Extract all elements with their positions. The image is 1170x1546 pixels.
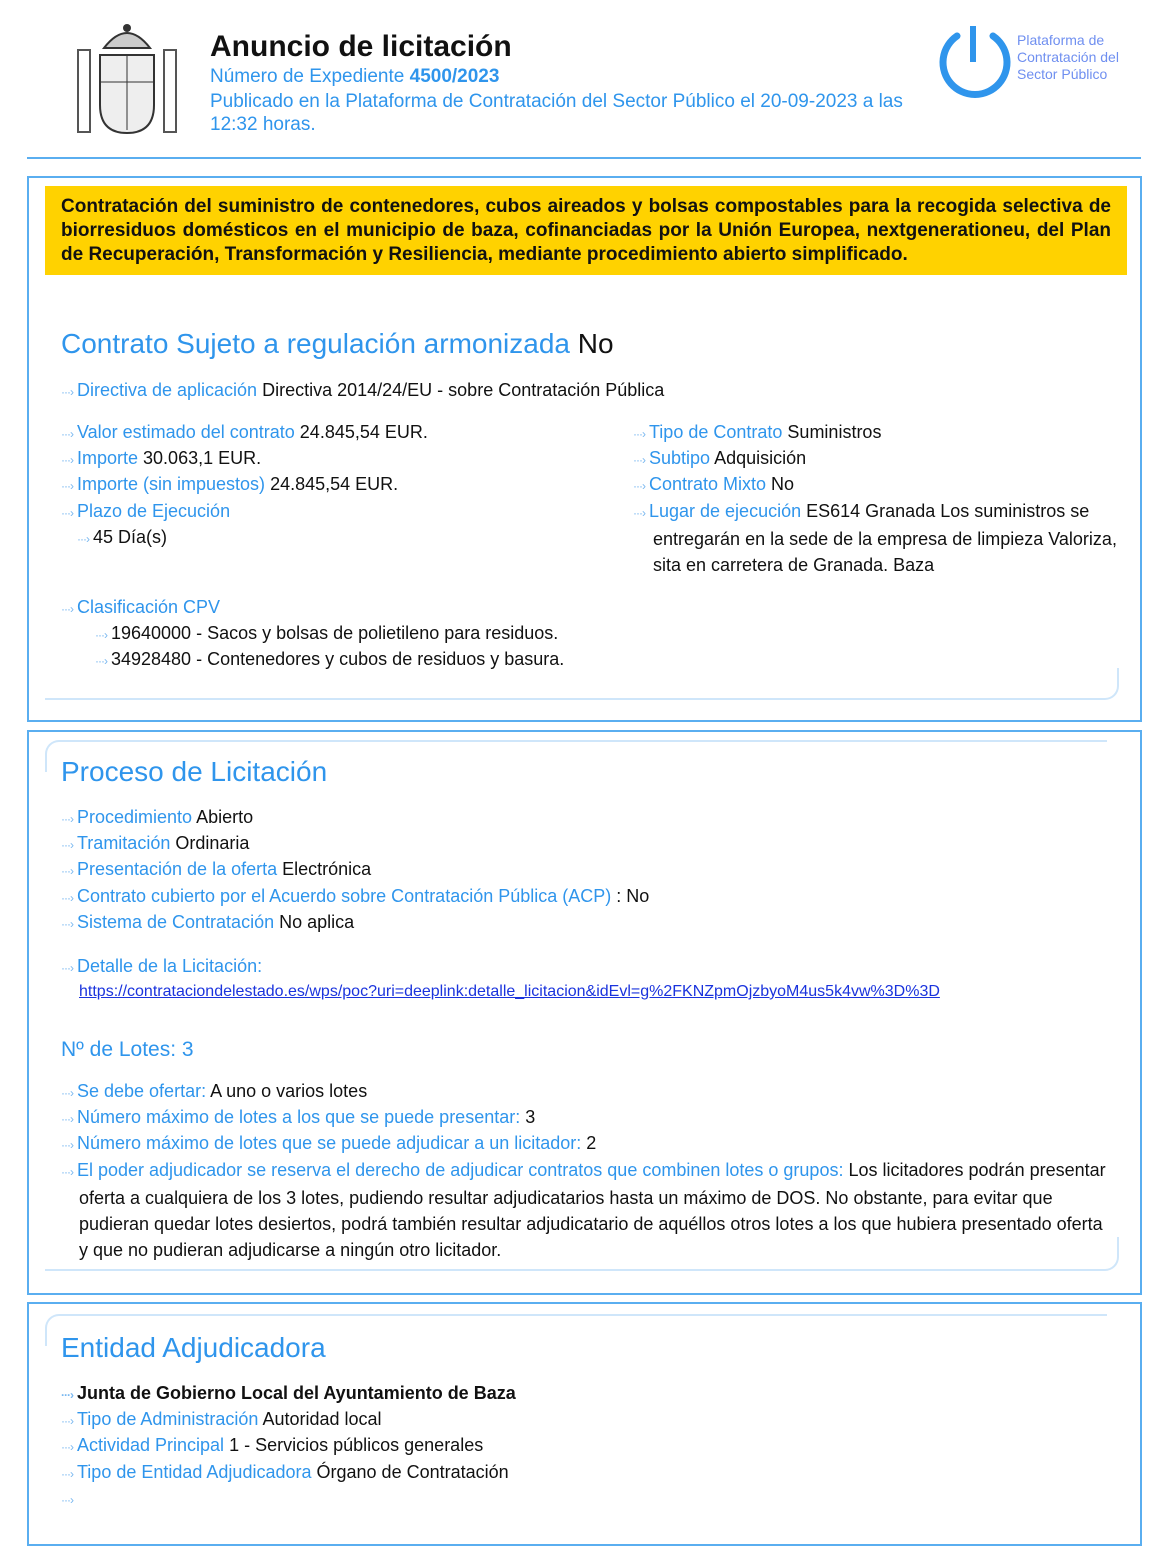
lugar-row: ···› Lugar de ejecución ES614 Granada Los suministros se entregarán en la sede de la empresa de limpieza Valoriza, sita en carretera de Granada. Baza xyxy=(633,501,1117,575)
sistema-row: ···› Sistema de Contratación No aplica xyxy=(61,912,355,932)
cpv-item: ···› 34928480 - Contenedores y cubos de residuos y basura. xyxy=(95,649,565,669)
mixto-row: ···› Contrato Mixto No xyxy=(633,474,795,494)
max-presentar-row: ···› Número máximo de lotes a los que se puede presentar: 3 xyxy=(61,1107,536,1127)
subtipo-row: ···› Subtipo Adquisición xyxy=(633,448,807,468)
importe-sin-row: ···› Importe (sin impuestos) 24.845,54 EUR. xyxy=(61,474,399,494)
tipo-admin-row: ···› Tipo de Administración Autoridad local xyxy=(61,1409,382,1429)
actividad-row: ···› Actividad Principal 1 - Servicios públicos generales xyxy=(61,1435,484,1455)
arrow-bullet: ···› xyxy=(61,1493,73,1507)
platform-logo-text: Plataforma de Contratación del Sector Público xyxy=(1017,32,1119,82)
header xyxy=(0,0,1170,160)
acp-row: ···› Contrato cubierto por el Acuerdo sobre Contratación Pública (ACP) : No xyxy=(61,886,650,906)
decorative-curve xyxy=(45,1237,1119,1271)
reserva-row: ···› El poder adjudicador se reserva el derecho de adjudicar contratos que combinen lotes o grupos: Los licitadores podrán presentar oferta a cualquiera de los 3 lotes, pudiendo resultar adjudicatarios hasta un máximo de DOS. No obstante, para evitar que pudieran quedar lotes desiertos, podrá también resultar adjudicatario de aquéllos otros lotes a los que hubiera presentado oferta y que no pudieran adjudicarse a ningún otro licitador. xyxy=(61,1160,1106,1260)
section-heading: Entidad Adjudicadora xyxy=(61,1332,326,1363)
decorative-curve xyxy=(45,668,1119,700)
valor-row: ···› Valor estimado del contrato 24.845,54 EUR. xyxy=(61,422,428,442)
procedimiento-row: ···› Procedimiento Abierto xyxy=(61,807,254,827)
tipo-row: ···› Tipo de Contrato Suministros xyxy=(633,422,882,442)
coat-of-arms-logo xyxy=(72,20,182,138)
entidad-name: ···› Junta de Gobierno Local del Ayuntamiento de Baza xyxy=(61,1383,516,1403)
contract-section xyxy=(27,176,1142,722)
proceso-section xyxy=(27,730,1142,1295)
lotes-heading: Nº de Lotes: 3 xyxy=(61,1038,194,1061)
tipo-entidad-row: ···› Tipo de Entidad Adjudicadora Órgano de Contratación xyxy=(61,1462,509,1482)
cpv-item: ···› 19640000 - Sacos y bolsas de polietileno para residuos. xyxy=(95,623,559,643)
section-heading: Contrato Sujeto a regulación armonizada No xyxy=(61,328,614,359)
detalle-row: ···› Detalle de la Licitación: xyxy=(61,956,263,976)
tramitacion-row: ···› Tramitación Ordinaria xyxy=(61,833,250,853)
power-icon xyxy=(935,22,1015,104)
contract-summary: Contratación del suministro de contenedores, cubos aireados y bolsas compostables para la recogida selectiva de biorresiduos domésticos en el municipio de baza, cofinanciadas por la Unión Europea, nextgenerationeu, del Plan de Recuperación, Transformación y Resiliencia, mediante procedimiento abierto simplificado. xyxy=(45,186,1127,275)
max-adjudicar-row: ···› Número máximo de lotes que se puede adjudicar a un licitador: 2 xyxy=(61,1133,597,1153)
cpv-row: ···› Clasificación CPV xyxy=(61,597,221,617)
importe-row: ···› Importe 30.063,1 EUR. xyxy=(61,448,262,468)
plazo-row: ···› Plazo de Ejecución xyxy=(61,501,231,521)
entidad-section xyxy=(27,1302,1142,1546)
detalle-link[interactable]: https://contrataciondelestado.es/wps/poc?uri=deeplink:detalle_licitacion&idEvl=g%2FKNZpmOjzbyoM4us5k4vw%3D%3D xyxy=(79,983,940,1000)
ofertar-row: ···› Se debe ofertar: A uno o varios lotes xyxy=(61,1081,368,1101)
expediente: Número de Expediente 4500/2023 xyxy=(210,66,500,87)
directiva-row: ···› Directiva de aplicación Directiva 2014/24/EU - sobre Contratación Pública xyxy=(61,380,665,400)
publication-info: Publicado en la Plataforma de Contratación del Sector Público el 20-09-2023 a las 12:32 horas. xyxy=(210,91,903,135)
presentacion-row: ···› Presentación de la oferta Electrónica xyxy=(61,859,372,879)
divider xyxy=(27,157,1141,159)
section-heading: Proceso de Licitación xyxy=(61,756,328,787)
detalle-link-row xyxy=(79,979,940,1005)
plazo-value: ···› 45 Día(s) xyxy=(77,527,168,547)
page-title: Anuncio de licitación xyxy=(210,30,512,63)
